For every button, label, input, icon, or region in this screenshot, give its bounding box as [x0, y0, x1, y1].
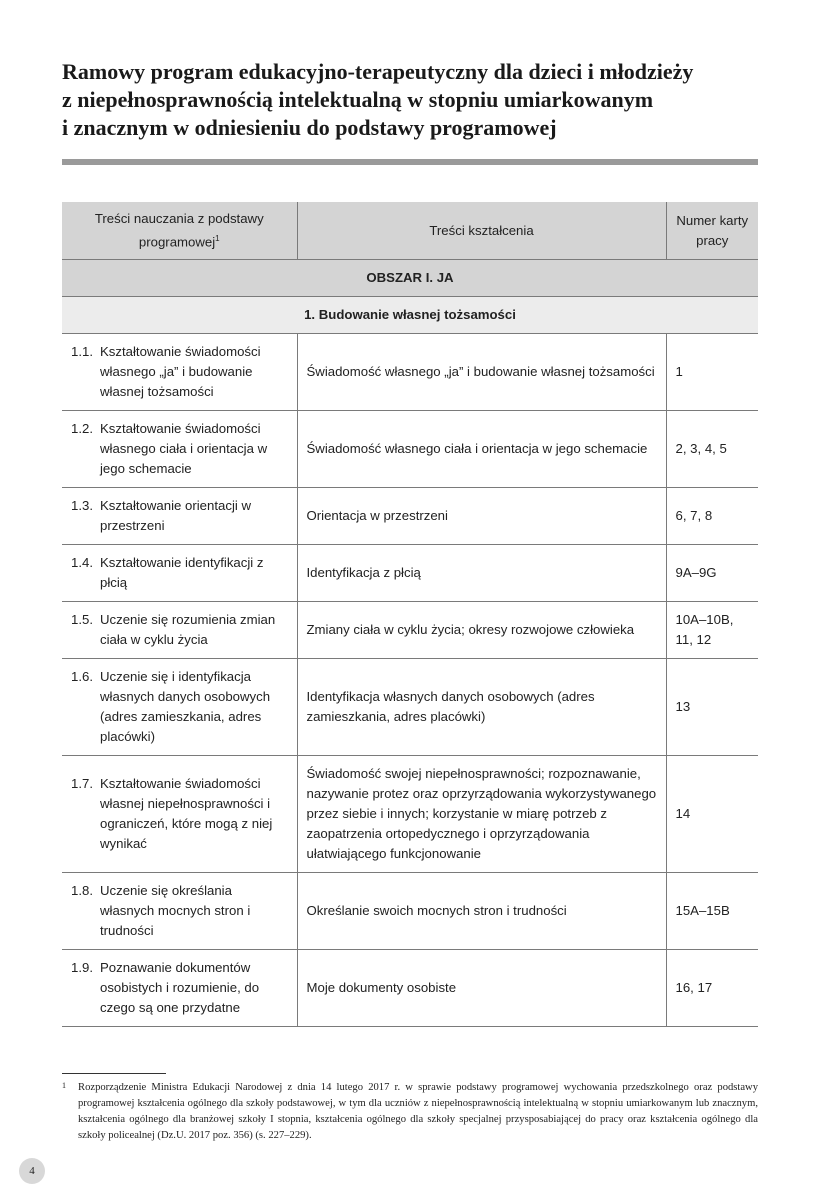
topic-cell	[62, 411, 297, 488]
table-row	[62, 411, 758, 488]
topic-number: 1.9.	[71, 960, 93, 975]
table-row	[62, 659, 758, 756]
topic-number: 1.5.	[71, 612, 93, 627]
topic-number: 1.2.	[71, 421, 93, 436]
topic-number: 1.3.	[71, 498, 93, 513]
topic-cell	[62, 756, 297, 873]
table-row	[62, 950, 758, 1027]
topic-text: Kształtowanie orientacji w przestrzeni	[100, 498, 251, 533]
topic-number: 1.8.	[71, 883, 93, 898]
topic-cell	[62, 488, 297, 545]
content-cell: Świadomość własnego „ja” i budowanie własnej tożsamości	[297, 334, 666, 411]
topic-number: 1.7.	[71, 776, 93, 791]
topic-number: 1.1.	[71, 344, 93, 359]
content-cell: Zmiany ciała w cyklu życia; okresy rozwojowe człowieka	[297, 602, 666, 659]
curriculum-table	[62, 202, 758, 1027]
table-header-row	[62, 202, 758, 260]
topic-cell	[62, 602, 297, 659]
header-worksheet-number: Numer karty pracy	[666, 202, 758, 260]
topic-number: 1.4.	[71, 555, 93, 570]
title-divider	[62, 159, 758, 165]
content-cell: Identyfikacja własnych danych osobowych (adres zamieszkania, adres placówki)	[297, 659, 666, 756]
topic-text: Kształtowanie świadomości własnej niepełnosprawności i ograniczeń, które mogą z niej wynikać	[100, 776, 273, 851]
topic-text: Kształtowanie świadomości własnego „ja” i budowanie własnej tożsamości	[100, 344, 261, 399]
content-cell: Określanie swoich mocnych stron i trudności	[297, 873, 666, 950]
topic-text: Uczenie się i identyfikacja własnych danych osobowych (adres zamieszkania, adres placówki)	[100, 669, 271, 744]
worksheet-cell: 2, 3, 4, 5	[666, 411, 758, 488]
table-row	[62, 756, 758, 873]
area-heading: OBSZAR I. JA	[62, 260, 758, 297]
topic-text: Kształtowanie świadomości własnego ciała i orientacja w jego schemacie	[100, 421, 268, 476]
header-curriculum-content: Treści nauczania z podstawy programowej$^1$	[62, 202, 297, 260]
title-line-1: Ramowy program edukacyjno-terapeutyczny dla dzieci i młodzieży	[62, 59, 694, 84]
worksheet-cell: 14	[666, 756, 758, 873]
topic-text: Poznawanie dokumentów osobistych i rozumienie, do czego są one przydatne	[100, 960, 260, 1015]
footnote-text: Rozporządzenie Ministra Edukacji Narodowej z dnia 14 lutego 2017 r. w sprawie podstawy programowej wychowania przedszkolnego oraz podstawy programowej kształcenia ogólnego dla szkoły podstawowej, w tym dla uczniów z niepełnosprawnością intelektualną w stopniu umiarkowanym lub znacznym, kształcenia ogólnego dla branżowej szkoły I stopnia, kształcenia ogólnego dla szkoły specjalnej przysposabiającej do pracy oraz kształcenia ogólnego dla szkoły policealnej (Dz.U. 2017 poz. 356) (s. 227–229).	[78, 1082, 758, 1141]
worksheet-cell: 16, 17	[666, 950, 758, 1027]
footnote-ref: 1	[215, 233, 220, 243]
footnote-mark: 1	[62, 1081, 66, 1090]
table-row	[62, 545, 758, 602]
page-title	[62, 58, 762, 142]
worksheet-cell: 6, 7, 8	[666, 488, 758, 545]
title-line-3: i znacznym w odniesieniu do podstawy programowej	[62, 115, 557, 140]
worksheet-cell: 1	[666, 334, 758, 411]
table-row	[62, 602, 758, 659]
topic-cell	[62, 873, 297, 950]
worksheet-cell: 13	[666, 659, 758, 756]
content-cell: Orientacja w przestrzeni	[297, 488, 666, 545]
content-cell: Moje dokumenty osobiste	[297, 950, 666, 1027]
content-cell: Świadomość swojej niepełnosprawności; rozpoznawanie, nazywanie protez oraz oprzyrządowania wykorzystywanego przez siebie i innych; korzystanie w miarę potrzeb z zaopatrzenia ortopedycznego i oprzyrządowania ułatwiającego funkcjonowanie	[297, 756, 666, 873]
footnote-divider	[62, 1073, 166, 1074]
table-row	[62, 873, 758, 950]
topic-number: 1.6.	[71, 669, 93, 684]
topic-cell	[62, 950, 297, 1027]
title-line-2: z niepełnosprawnością intelektualną w stopniu umiarkowanym	[62, 87, 654, 112]
page-number: 4	[19, 1158, 45, 1184]
area-row	[62, 260, 758, 297]
table-row	[62, 488, 758, 545]
worksheet-cell: 10A–10B, 11, 12	[666, 602, 758, 659]
header-education-content: Treści kształcenia	[297, 202, 666, 260]
topic-text: Uczenie się rozumienia zmian ciała w cyklu życia	[100, 612, 276, 647]
topic-cell	[62, 334, 297, 411]
topic-text: Kształtowanie identyfikacji z płcią	[100, 555, 264, 590]
content-cell: Świadomość własnego ciała i orientacja w jego schemacie	[297, 411, 666, 488]
content-cell: Identyfikacja z płcią	[297, 545, 666, 602]
footnote	[62, 1080, 758, 1144]
topic-text: Uczenie się określania własnych mocnych stron i trudności	[100, 883, 251, 938]
topic-cell	[62, 545, 297, 602]
worksheet-cell: 9A–9G	[666, 545, 758, 602]
topic-cell	[62, 659, 297, 756]
section-heading: 1. Budowanie własnej tożsamości	[62, 297, 758, 334]
section-row	[62, 297, 758, 334]
worksheet-cell: 15A–15B	[666, 873, 758, 950]
table-row	[62, 334, 758, 411]
